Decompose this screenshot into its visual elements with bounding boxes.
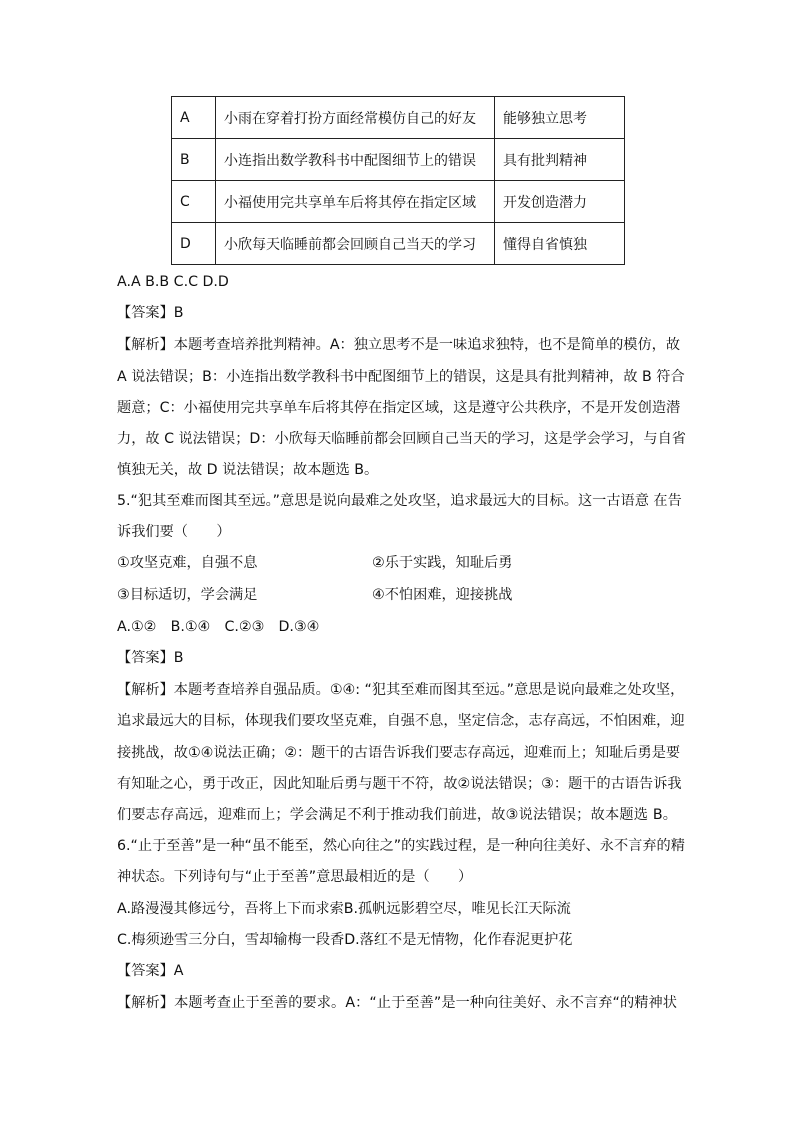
table-row — [172, 181, 625, 223]
q5-analysis-line: 接挑战，故①④说法正确；②：题干的古语告诉我们要志存高远，迎难而上；知耻后勇是要 — [117, 745, 681, 761]
table-cell-quality: 开发创造潜力 — [495, 181, 625, 223]
q4-analysis-line: 慎独无关，故 D 说法错误；故本题选 B。 — [117, 462, 379, 478]
q6-stem-line: 6.“止于至善”是一种“虽不能至，然心向往之”的实践过程，是一种向往美好、永不言弃的精 — [117, 838, 685, 854]
table-cell-quality: 能够独立思考 — [495, 97, 625, 139]
q4-choices: A.A B.B C.C D.D — [117, 274, 229, 290]
table-cell-letter: D — [172, 223, 216, 265]
table-row — [172, 223, 625, 265]
table-cell-example: 小连指出数学教科书中配图细节上的错误 — [216, 139, 495, 181]
q5-option-2: ②乐于实践，知耻后勇 — [372, 555, 513, 571]
q5-option-1: ①攻坚克难，自强不息 — [117, 555, 258, 571]
q6-analysis-line: 【解析】本题考查止于至善的要求。A：“止于至善”是一种向往美好、永不言弃“的精神状 — [117, 995, 677, 1011]
table-cell-letter: C — [172, 181, 216, 223]
q4-answer: 【答案】B — [117, 305, 184, 321]
q5-answer: 【答案】B — [117, 650, 184, 666]
q4-analysis-line: A 说法错误；B：小连指出数学教科书中配图细节上的错误，这是具有批判精神，故 B 符合 — [117, 369, 685, 385]
table-cell-letter: A — [172, 97, 216, 139]
q5-option-3: ③目标适切，学会满足 — [117, 587, 258, 603]
q4-analysis-line: 【解析】本题考查培养批判精神。A：独立思考不是一味追求独特，也不是简单的模仿，故 — [117, 337, 681, 353]
q5-analysis-line: 追求最远大的目标，体现我们要攻坚克难，自强不息，坚定信念，志存高远，不怕困难，迎 — [117, 713, 685, 729]
q5-option-4: ④不怕困难，迎接挑战 — [372, 587, 513, 603]
q5-choices: A.①② B.①④ C.②③ D.③④ — [117, 619, 320, 635]
q4-analysis-line: 题意；C：小福使用完共享单车后将其停在指定区域，这是遵守公共秩序，不是开发创造潜 — [117, 400, 681, 416]
q6-answer: 【答案】A — [117, 963, 184, 979]
q5-analysis-line: 们要志存高远，迎难而上；学会满足不利于推动我们前进，故③说法错误；故本题选 B。 — [117, 807, 677, 823]
options-table — [171, 96, 625, 265]
q5-analysis-line: 【解析】本题考查培养自强品质。①④: “犯其至难而图其至远。”意思是说向最难之处攻坚， — [117, 682, 685, 698]
table-cell-letter: B — [172, 139, 216, 181]
table-cell-example: 小雨在穿着打扮方面经常模仿自己的好友 — [216, 97, 495, 139]
q5-stem-line: 诉我们要（ ） — [117, 524, 231, 540]
q6-options-cd: C.梅须逊雪三分白，雪却输梅一段香D.落红不是无情物，化作春泥更护花 — [117, 932, 573, 948]
q4-analysis-line: 力，故 C 说法错误；D：小欣每天临睡前都会回顾自己当天的学习，这是学会学习，与自省 — [117, 431, 686, 447]
table-cell-example: 小欣每天临睡前都会回顾自己当天的学习 — [216, 223, 495, 265]
q6-stem-line: 神状态。下列诗句与“止于至善”意思最相近的是（ ） — [117, 869, 473, 885]
q5-analysis-line: 有知耻之心，勇于改正，因此知耻后勇与题干不符，故②说法错误；③：题干的古语告诉我 — [117, 776, 682, 792]
q6-options-ab: A.路漫漫其修远兮，吾将上下而求索B.孤帆远影碧空尽，唯见长江天际流 — [117, 901, 571, 917]
table-row — [172, 139, 625, 181]
q5-stem-line: 5.“犯其至难而图其至远。”意思是说向最难之处攻坚，追求最远大的目标。这一古语意 在告 — [117, 493, 682, 509]
table-row — [172, 97, 625, 139]
table-cell-quality: 懂得自省慎独 — [495, 223, 625, 265]
table-cell-example: 小福使用完共享单车后将其停在指定区域 — [216, 181, 495, 223]
table-cell-quality: 具有批判精神 — [495, 139, 625, 181]
